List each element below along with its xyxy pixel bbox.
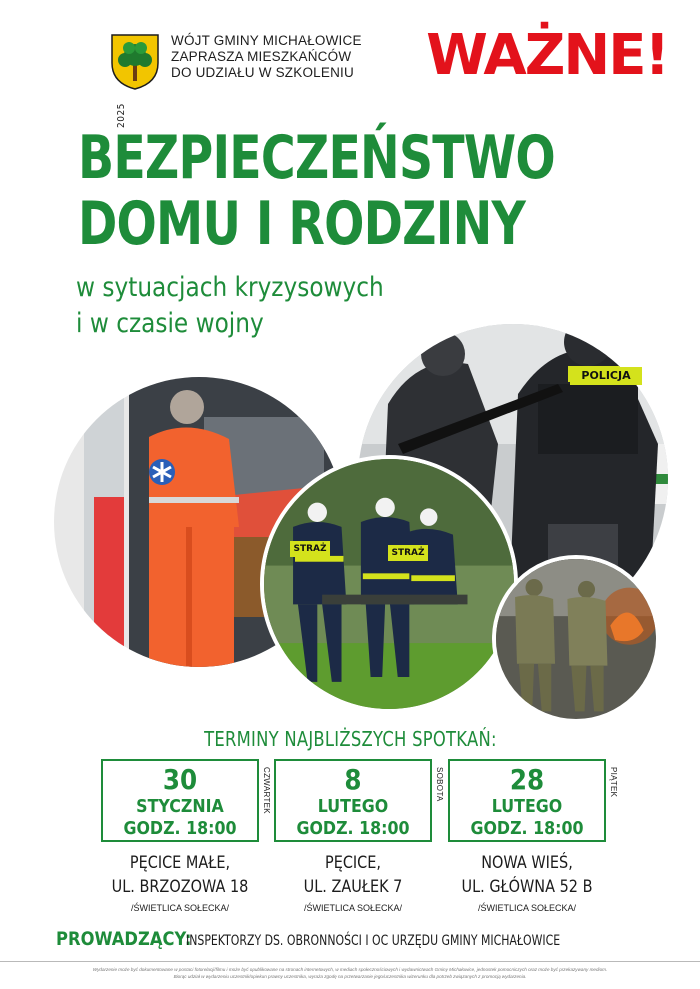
meeting-address <box>427 851 627 915</box>
leaders-line <box>0 928 700 950</box>
address-place: NOWA WIEŚ, <box>481 853 573 873</box>
firefighters-photo <box>260 455 518 713</box>
important-banner: WAŻNE! <box>426 23 668 88</box>
title-line: DOMU I RODZINY <box>78 189 526 259</box>
meeting-day: 8 <box>344 763 362 796</box>
meeting-month: LUTEGO <box>317 796 389 817</box>
year-label: 2025 <box>116 103 127 128</box>
meeting-address <box>80 851 280 915</box>
meeting-day: 28 <box>509 763 545 796</box>
leaders-label: PROWADZĄCY: <box>56 928 192 950</box>
police-badge-text: POLICJA <box>570 367 642 385</box>
invitation-line: ZAPRASZA MIESZKAŃCÓW <box>171 49 352 64</box>
meeting-day: 30 <box>162 763 198 796</box>
meeting-hour: GODZ. 18:00 <box>470 818 584 839</box>
footer-line: Wydarzenie może być dokumentowane w postaci fotorelacji/filmu i może być opublikowane na stronach internetowych, w mediach społecznościowych i wydawnictwach Gminy Michałowice, jednostek pomocniczych oraz może być przekazywany mediom. <box>92 967 608 972</box>
coat-of-arms-icon <box>110 33 160 91</box>
meeting-month: STYCZNIA <box>136 796 224 817</box>
address-street: UL. BRZOZOWA 18 <box>111 877 249 897</box>
subtitle-line: i w czasie wojny <box>76 308 264 339</box>
footer-line: Biorąc udział w wydarzeniu uczestnik/opiekun prawny uczestnika, wyraża zgodę na przetwarzanie jego/uczestnika wizerunku dla potrzeb związanych z promocją wydarzenia. <box>173 974 527 979</box>
invitation-line: DO UDZIAŁU W SZKOLENIU <box>171 65 354 80</box>
address-note: /ŚWIETLICA SOŁECKA/ <box>477 903 577 913</box>
footer-divider <box>0 961 700 962</box>
meeting-hour: GODZ. 18:00 <box>123 818 237 839</box>
address-place: PĘCICE MAŁE, <box>129 853 231 873</box>
invitation-text <box>171 33 401 81</box>
meeting-date-box <box>274 759 444 842</box>
invitation-line: WÓJT GMINY MICHAŁOWICE <box>171 33 362 48</box>
meeting-month: LUTEGO <box>491 796 563 817</box>
title-line: BEZPIECZEŃSTWO <box>78 123 555 193</box>
meeting-address <box>253 851 453 915</box>
address-place: PĘCICE, <box>324 853 382 873</box>
leaders-value: INSPEKTORZY DS. OBRONNOŚCI I OC URZĘDU GMINY MICHAŁOWICE <box>186 933 561 949</box>
subtitle-line: w sytuacjach kryzysowych <box>76 272 384 303</box>
footer-disclaimer <box>20 966 680 980</box>
address-street: UL. GŁÓWNA 52 B <box>461 877 593 897</box>
fire-badge-text: STRAŻ <box>290 541 330 557</box>
page-title <box>78 125 678 257</box>
address-street: UL. ZAUŁEK 7 <box>303 877 403 897</box>
meeting-weekday: SOBOTA <box>435 767 444 802</box>
soldiers-photo <box>492 555 660 723</box>
meeting-weekday: PIĄTEK <box>609 767 618 798</box>
meeting-date-box <box>101 759 271 842</box>
address-note: /ŚWIETLICA SOŁECKA/ <box>130 903 230 913</box>
meetings-heading: TERMINY NAJBLIŻSZYCH SPOTKAŃ: <box>203 727 497 751</box>
meeting-hour: GODZ. 18:00 <box>296 818 410 839</box>
fire-badge-text: STRAŻ <box>388 545 428 561</box>
address-note: /ŚWIETLICA SOŁECKA/ <box>303 903 403 913</box>
meeting-date-box <box>448 759 618 842</box>
meeting-weekday: CZWARTEK <box>262 767 271 814</box>
